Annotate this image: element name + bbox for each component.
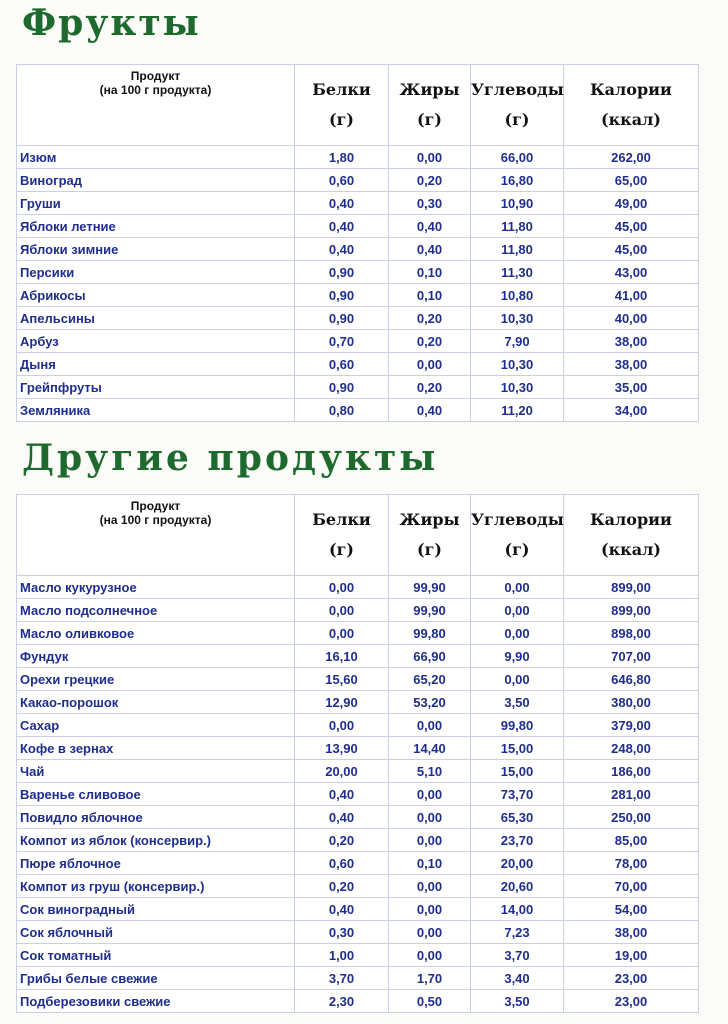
header-product — [17, 495, 295, 576]
fat-value: 0,10 — [389, 284, 471, 307]
product-name: Чай — [17, 760, 295, 783]
carbs-value: 10,30 — [471, 376, 564, 399]
calories-value: 49,00 — [564, 192, 699, 215]
table-row — [17, 852, 699, 875]
calories-value: 379,00 — [564, 714, 699, 737]
protein-value: 0,00 — [295, 576, 389, 599]
table-row — [17, 261, 699, 284]
table-row — [17, 875, 699, 898]
protein-value: 0,20 — [295, 829, 389, 852]
product-name: Сок яблочный — [17, 921, 295, 944]
table-row — [17, 806, 699, 829]
protein-value: 15,60 — [295, 668, 389, 691]
protein-value: 0,60 — [295, 852, 389, 875]
product-name: Сок виноградный — [17, 898, 295, 921]
protein-value: 0,80 — [295, 399, 389, 422]
table-row — [17, 376, 699, 399]
carbs-value: 73,70 — [471, 783, 564, 806]
calories-value: 23,00 — [564, 967, 699, 990]
table-row — [17, 238, 699, 261]
product-name: Подберезовики свежие — [17, 990, 295, 1013]
carbs-value: 0,00 — [471, 622, 564, 645]
header-protein — [295, 495, 389, 576]
calories-value: 281,00 — [564, 783, 699, 806]
header-carbs-unit: (г) — [504, 540, 530, 559]
calories-value: 35,00 — [564, 376, 699, 399]
carbs-value: 3,70 — [471, 944, 564, 967]
product-name: Грейпфруты — [17, 376, 295, 399]
table-row — [17, 645, 699, 668]
table-row — [17, 146, 699, 169]
fat-value: 99,90 — [389, 576, 471, 599]
calories-value: 40,00 — [564, 307, 699, 330]
fat-value: 0,40 — [389, 238, 471, 261]
protein-value: 0,40 — [295, 215, 389, 238]
product-name: Компот из яблок (консервир.) — [17, 829, 295, 852]
fat-value: 0,50 — [389, 990, 471, 1013]
calories-value: 70,00 — [564, 875, 699, 898]
fat-value: 0,00 — [389, 806, 471, 829]
fat-value: 0,00 — [389, 944, 471, 967]
table-row — [17, 622, 699, 645]
header-product-label: Продукт — [130, 69, 181, 83]
table-row — [17, 576, 699, 599]
fat-value: 0,20 — [389, 307, 471, 330]
carbs-value: 3,50 — [471, 691, 564, 714]
fat-value: 14,40 — [389, 737, 471, 760]
header-carbs — [471, 65, 564, 146]
carbs-value: 14,00 — [471, 898, 564, 921]
table-body-other-products — [17, 576, 699, 1013]
carbs-value: 7,90 — [471, 330, 564, 353]
header-calories-label: Калории — [590, 510, 672, 529]
product-name: Кофе в зернах — [17, 737, 295, 760]
protein-value: 1,80 — [295, 146, 389, 169]
header-fat — [389, 495, 471, 576]
fat-value: 0,00 — [389, 146, 471, 169]
header-carbs-label: Углеводы — [471, 80, 564, 99]
calories-value: 54,00 — [564, 898, 699, 921]
carbs-value: 66,00 — [471, 146, 564, 169]
product-name: Масло оливковое — [17, 622, 295, 645]
product-name: Апельсины — [17, 307, 295, 330]
table-row — [17, 284, 699, 307]
carbs-value: 11,30 — [471, 261, 564, 284]
carbs-value: 15,00 — [471, 760, 564, 783]
table-row — [17, 829, 699, 852]
product-name: Изюм — [17, 146, 295, 169]
protein-value: 0,40 — [295, 898, 389, 921]
carbs-value: 11,20 — [471, 399, 564, 422]
calories-value: 898,00 — [564, 622, 699, 645]
product-name: Яблоки зимние — [17, 238, 295, 261]
fat-value: 0,40 — [389, 215, 471, 238]
header-calories — [564, 65, 699, 146]
fat-value: 0,10 — [389, 261, 471, 284]
product-name: Груши — [17, 192, 295, 215]
table-row — [17, 944, 699, 967]
protein-value: 0,20 — [295, 875, 389, 898]
fat-value: 0,00 — [389, 921, 471, 944]
fat-value: 5,10 — [389, 760, 471, 783]
product-name: Грибы белые свежие — [17, 967, 295, 990]
product-name: Масло подсолнечное — [17, 599, 295, 622]
carbs-value: 10,90 — [471, 192, 564, 215]
fat-value: 0,00 — [389, 898, 471, 921]
protein-value: 0,30 — [295, 921, 389, 944]
fat-value: 99,90 — [389, 599, 471, 622]
header-calories-unit: (ккал) — [601, 110, 661, 129]
carbs-value: 9,90 — [471, 645, 564, 668]
header-calories-label: Калории — [590, 80, 672, 99]
protein-value: 0,90 — [295, 307, 389, 330]
header-product — [17, 65, 295, 146]
protein-value: 0,60 — [295, 169, 389, 192]
calories-value: 45,00 — [564, 238, 699, 261]
table-body-fruits — [17, 146, 699, 422]
header-fat — [389, 65, 471, 146]
table-row — [17, 399, 699, 422]
calories-value: 38,00 — [564, 921, 699, 944]
header-fat-unit: (г) — [417, 110, 442, 129]
protein-value: 0,40 — [295, 783, 389, 806]
fat-value: 0,30 — [389, 192, 471, 215]
header-product-unit: (на 100 г продукта) — [99, 83, 212, 97]
section-title-fruits: Фрукты — [22, 2, 201, 44]
protein-value: 16,10 — [295, 645, 389, 668]
header-product-label: Продукт — [130, 499, 181, 513]
protein-value: 20,00 — [295, 760, 389, 783]
header-protein — [295, 65, 389, 146]
table-row — [17, 330, 699, 353]
table-row — [17, 169, 699, 192]
protein-value: 12,90 — [295, 691, 389, 714]
product-name: Масло кукурузное — [17, 576, 295, 599]
table-row — [17, 898, 699, 921]
table-row — [17, 783, 699, 806]
fat-value: 1,70 — [389, 967, 471, 990]
table-row — [17, 990, 699, 1013]
calories-value: 186,00 — [564, 760, 699, 783]
header-fat-label: Жиры — [399, 80, 460, 99]
fat-value: 0,20 — [389, 330, 471, 353]
protein-value: 0,40 — [295, 192, 389, 215]
table-row — [17, 967, 699, 990]
product-name: Какао-порошок — [17, 691, 295, 714]
calories-value: 85,00 — [564, 829, 699, 852]
product-name: Сок томатный — [17, 944, 295, 967]
carbs-value: 16,80 — [471, 169, 564, 192]
calories-value: 45,00 — [564, 215, 699, 238]
calories-value: 899,00 — [564, 576, 699, 599]
fat-value: 66,90 — [389, 645, 471, 668]
product-name: Компот из груш (консервир.) — [17, 875, 295, 898]
product-name: Дыня — [17, 353, 295, 376]
table-row — [17, 921, 699, 944]
calories-value: 41,00 — [564, 284, 699, 307]
calories-value: 34,00 — [564, 399, 699, 422]
carbs-value: 20,60 — [471, 875, 564, 898]
table-row — [17, 668, 699, 691]
table-row — [17, 599, 699, 622]
calories-value: 38,00 — [564, 353, 699, 376]
product-name: Сахар — [17, 714, 295, 737]
protein-value: 2,30 — [295, 990, 389, 1013]
table-row — [17, 192, 699, 215]
protein-value: 0,00 — [295, 599, 389, 622]
carbs-value: 10,30 — [471, 353, 564, 376]
carbs-value: 3,40 — [471, 967, 564, 990]
product-name: Персики — [17, 261, 295, 284]
fat-value: 0,40 — [389, 399, 471, 422]
protein-value: 0,90 — [295, 261, 389, 284]
product-name: Фундук — [17, 645, 295, 668]
table-row — [17, 760, 699, 783]
carbs-value: 11,80 — [471, 215, 564, 238]
product-name: Повидло яблочное — [17, 806, 295, 829]
calories-value: 380,00 — [564, 691, 699, 714]
protein-value: 0,60 — [295, 353, 389, 376]
protein-value: 1,00 — [295, 944, 389, 967]
table-row — [17, 737, 699, 760]
table-row — [17, 307, 699, 330]
carbs-value: 10,80 — [471, 284, 564, 307]
fat-value: 0,00 — [389, 714, 471, 737]
protein-value: 0,00 — [295, 622, 389, 645]
protein-value: 0,00 — [295, 714, 389, 737]
fat-value: 65,20 — [389, 668, 471, 691]
table-row — [17, 691, 699, 714]
product-name: Земляника — [17, 399, 295, 422]
calories-value: 262,00 — [564, 146, 699, 169]
calories-value: 23,00 — [564, 990, 699, 1013]
header-protein-label: Белки — [312, 510, 371, 529]
protein-value: 0,40 — [295, 806, 389, 829]
protein-value: 0,90 — [295, 284, 389, 307]
nutrition-table-fruits — [16, 64, 699, 422]
carbs-value: 15,00 — [471, 737, 564, 760]
product-name: Пюре яблочное — [17, 852, 295, 875]
carbs-value: 3,50 — [471, 990, 564, 1013]
table-row — [17, 215, 699, 238]
calories-value: 78,00 — [564, 852, 699, 875]
carbs-value: 11,80 — [471, 238, 564, 261]
calories-value: 250,00 — [564, 806, 699, 829]
header-protein-label: Белки — [312, 80, 371, 99]
fat-value: 53,20 — [389, 691, 471, 714]
calories-value: 65,00 — [564, 169, 699, 192]
carbs-value: 7,23 — [471, 921, 564, 944]
fat-value: 99,80 — [389, 622, 471, 645]
header-carbs-label: Углеводы — [471, 510, 564, 529]
product-name: Арбуз — [17, 330, 295, 353]
product-name: Абрикосы — [17, 284, 295, 307]
calories-value: 19,00 — [564, 944, 699, 967]
fat-value: 0,00 — [389, 783, 471, 806]
header-protein-unit: (г) — [329, 540, 354, 559]
table-header-row — [17, 65, 699, 146]
header-calories-unit: (ккал) — [601, 540, 661, 559]
header-product-unit: (на 100 г продукта) — [99, 513, 212, 527]
fat-value: 0,00 — [389, 875, 471, 898]
fat-value: 0,20 — [389, 169, 471, 192]
protein-value: 0,90 — [295, 376, 389, 399]
protein-value: 13,90 — [295, 737, 389, 760]
nutrition-table-other-products — [16, 494, 699, 1013]
calories-value: 646,80 — [564, 668, 699, 691]
product-name: Орехи грецкие — [17, 668, 295, 691]
protein-value: 0,40 — [295, 238, 389, 261]
header-fat-label: Жиры — [399, 510, 460, 529]
carbs-value: 0,00 — [471, 668, 564, 691]
calories-value: 248,00 — [564, 737, 699, 760]
protein-value: 3,70 — [295, 967, 389, 990]
header-carbs-unit: (г) — [504, 110, 530, 129]
header-protein-unit: (г) — [329, 110, 354, 129]
product-name: Варенье сливовое — [17, 783, 295, 806]
product-name: Яблоки летние — [17, 215, 295, 238]
calories-value: 43,00 — [564, 261, 699, 284]
fat-value: 0,10 — [389, 852, 471, 875]
table-row — [17, 714, 699, 737]
carbs-value: 0,00 — [471, 599, 564, 622]
fat-value: 0,00 — [389, 829, 471, 852]
header-fat-unit: (г) — [417, 540, 442, 559]
carbs-value: 10,30 — [471, 307, 564, 330]
carbs-value: 0,00 — [471, 576, 564, 599]
carbs-value: 20,00 — [471, 852, 564, 875]
carbs-value: 65,30 — [471, 806, 564, 829]
fat-value: 0,20 — [389, 376, 471, 399]
calories-value: 38,00 — [564, 330, 699, 353]
protein-value: 0,70 — [295, 330, 389, 353]
section-title-other-products: Другие продукты — [22, 437, 439, 479]
carbs-value: 23,70 — [471, 829, 564, 852]
fat-value: 0,00 — [389, 353, 471, 376]
header-carbs — [471, 495, 564, 576]
calories-value: 707,00 — [564, 645, 699, 668]
carbs-value: 99,80 — [471, 714, 564, 737]
table-row — [17, 353, 699, 376]
product-name: Виноград — [17, 169, 295, 192]
header-calories — [564, 495, 699, 576]
calories-value: 899,00 — [564, 599, 699, 622]
table-header-row — [17, 495, 699, 576]
